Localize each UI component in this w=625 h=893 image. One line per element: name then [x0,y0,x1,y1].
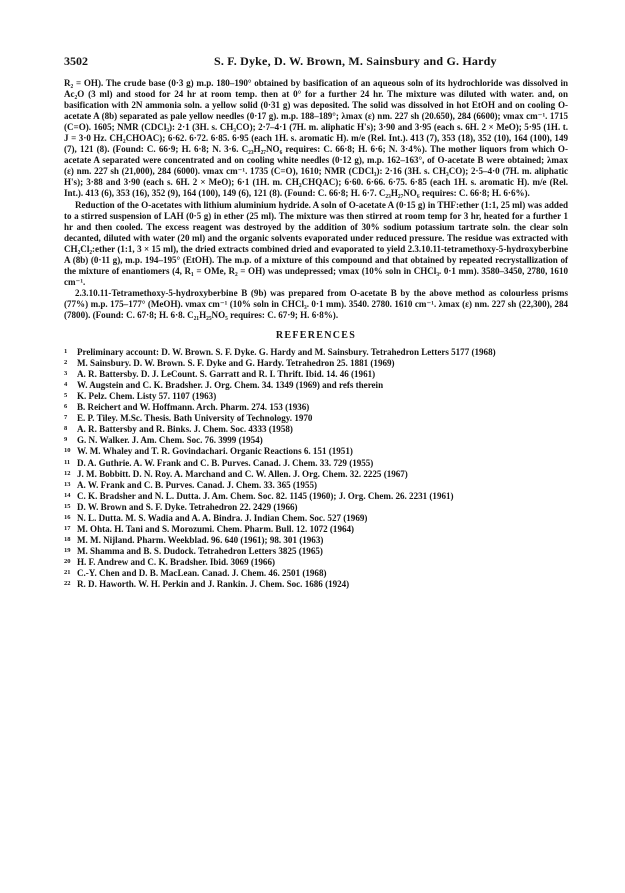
reference-item [64,513,568,524]
reference-item [64,568,568,579]
reference-number: 12 [64,469,71,477]
reference-item [64,369,568,380]
reference-number: 16 [64,513,71,521]
reference-item [64,446,568,457]
reference-item [64,535,568,546]
reference-text: A. W. Frank and C. B. Purves. Canad. J. Chem. 33. 365 (1955) [77,479,318,490]
reference-item [64,480,568,491]
running-authors: S. F. Dyke, D. W. Brown, M. Sainsbury and G. Hardy [214,54,497,68]
references-heading: REFERENCES [275,330,357,342]
reference-text: K. Pelz. Chem. Listy 57. 1107 (1963) [77,391,217,402]
experimental-text [64,78,568,321]
reference-number: 6 [64,403,68,411]
reference-item [64,579,568,590]
reference-text: G. N. Walker. J. Am. Chem. Soc. 76. 3999 (1954) [77,435,263,446]
paragraph-berbine-b: 2.3.10.11-Tetramethoxy-5-hydroxyberbine B (9b) was prepared from O-acetate B by the above method as colourless prisms (77%) m.p. 175–177° (MeOH). νmax cm⁻¹ (10% soln in CHCl₃. 0·1 mm). 3540. 2780. 1610 cm⁻¹. λmax (ε) nm. 227 sh (22,300), 284 (7800). (Found: C. 67·8; H. 6·8. C₂₁H₂₅NO₅ requires: C. 67·9; H. 6·8%). [64,287,568,320]
reference-text: W. Augstein and C. K. Bradsher. J. Org. Chem. 34. 1349 (1969) and refs therein [77,380,384,391]
reference-number: 7 [64,414,68,422]
reference-text: Preliminary account: D. W. Brown. S. F. Dyke. G. Hardy and M. Sainsbury. Tetrahedron Letters 5177 (1968) [77,347,496,358]
references-list [64,347,568,590]
reference-text: N. L. Dutta. M. S. Wadia and A. A. Bindra. J. Indian Chem. Soc. 527 (1969) [77,512,368,523]
reference-text: H. F. Andrew and C. K. Bradsher. Ibid. 3069 (1966) [77,556,275,567]
reference-item [64,424,568,435]
reference-text: M. Sainsbury. D. W. Brown. S. F. Dyke and G. Hardy. Tetrahedron 25. 1881 (1969) [77,358,395,369]
reference-item [64,469,568,480]
reference-item [64,391,568,402]
reference-item [64,358,568,369]
reference-text: R. D. Haworth. W. H. Perkin and J. Rankin. J. Chem. Soc. 1686 (1924) [77,579,350,590]
reference-number: 17 [64,524,71,532]
paragraph-acetates: R₂ = OH). The crude base (0·3 g) m.p. 180–190° obtained by basification of an aqueous soln of its hydrochloride was dissolved in Ac₂O (3 ml) and stood for 24 hr at room temp. then at 0° for a further 24 hr. The mixture was diluted with water. and, on basification with 2N ammonia soln. a yellow solid (0·31 g) was deposited. The solid was dissolved in hot EtOH and on cooling O-acetate A (8b) separated as pale yellow needles (0·17 g). m.p. 188–189°; λmax (ε) nm. 227 sh (20.650), 284 (6600); νmax cm⁻¹. 1715 (C=O). 1605; NMR (CDCl₃): 2·1 (3H. s. CH₃CO); 2·7–4·1 (7H. m. aliphatic H's); 3·90 and 3·95 (each s. 6H. 2 × MeO); 5·95 (1H. t. J = 3·0 Hz. CH₂CHOAC); 6·62. 6·72. 6·85. 6·95 (each 1H. s. aromatic H). m/e (Rel. Int.). 413 (7), 353 (18), 352 (10), 164 (100), 149 (7), 121 (8). (Found: C. 66·9; H. 6·8; N. 3·6. C₂₃H₂₇NO₆ requires: C. 66·8; H. 6·6; N. 3·4%). The mother liquors from which O-acetate A separated were concentrated and on cooling white needles (0·12 g), m.p. 162–163°, of O-acetate B were obtained; λmax (ε) nm. 227 sh (21,000), 284 (6000). νmax cm⁻¹. 1735 (C=O), 1610; NMR (CDCl₃): 2·16 (3H. s. CH₃CO); 2·5–4·0 (7H. m. aliphatic H's); 3·88 and 3·90 (each s. 6H. 2 × MeO); 6·1 (1H. m. CH₂CHQAC); 6·60. 6·66. 6·75. 6·85 (each 1H. s. aromatic H). m/e (Rel. Int.). 413 (6), 353 (16), 352 (9), 164 (100), 149 (6), 121 (8). (Found: C. 66·8; H. 6·7. C₂₃H₂₇NO₆ requires: C. 66·8; H. 6·6%). [64,78,568,199]
paragraph-reduction: Reduction of the O-acetates with lithium aluminium hydride. A soln of O-acetate A (0·15 g) in THF:ether (1:1, 25 ml) was added to a stirred suspension of LAH (0·5 g) in ether (25 ml). The mixture was then stirred at room temp for 3 hr, heated for a further 1 hr and then cooled. The excess reagent was destroyed by the addition of 30% sodium potassium tartrate soln. the clear soln decanted, diluted with water (20 ml) and the organic solvents evaporated under reduced pressure. The residue was extracted with CH₂Cl₂:ether (1:1, 3 × 15 ml), the dried extracts combined dried and evaporated to yield 2.3.10.11-tetramethoxy-5-hydroxyberbine A (8b) (0·11 g), m.p. 194–195° (EtOH). The m.p. of a mixture of this compound and that obtained by repeated recrystallization of the mixture of enantiomers (4, R₁ = OMe, R₂ = OH) was undepressed; νmax (10% soln in CHCl₃. 0·1 mm). 3580–3450, 2780, 1610 cm⁻¹. [64,199,568,287]
reference-item [64,546,568,557]
reference-item [64,380,568,391]
reference-number: 18 [64,535,71,543]
reference-number: 22 [64,580,71,588]
reference-number: 19 [64,546,71,554]
reference-text: A. R. Battersby and R. Binks. J. Chem. Soc. 4333 (1958) [77,424,293,435]
reference-item [64,502,568,513]
reference-text: J. M. Bobbitt. D. N. Roy. A. Marchand and C. W. Allen. J. Org. Chem. 32. 2225 (1967) [77,468,408,479]
reference-number: 15 [64,502,71,510]
reference-number: 5 [64,392,68,400]
reference-item [64,413,568,424]
reference-text: A. R. Battersby. D. J. LeCount. S. Garratt and R. I. Thrift. Ibid. 14. 46 (1961) [77,369,376,380]
reference-text: M. Shamma and B. S. Dudock. Tetrahedron Letters 3825 (1965) [77,545,323,556]
reference-item [64,402,568,413]
reference-number: 20 [64,557,71,565]
reference-text: D. A. Guthrie. A. W. Frank and C. B. Purves. Canad. J. Chem. 33. 729 (1955) [77,457,374,468]
reference-item [64,458,568,469]
reference-number: 9 [64,436,68,444]
reference-text: D. W. Brown and S. F. Dyke. Tetrahedron 22. 2429 (1966) [77,501,298,512]
reference-number: 8 [64,425,68,433]
reference-number: 21 [64,568,71,576]
reference-text: C.-Y. Chen and D. B. MacLean. Canad. J. Chem. 46. 2501 (1968) [77,567,327,578]
reference-text: C. K. Bradsher and N. L. Dutta. J. Am. Chem. Soc. 82. 1145 (1960); J. Org. Chem. 26. 2231 (1961) [77,490,454,501]
reference-number: 3 [64,370,68,378]
reference-item [64,347,568,358]
reference-item [64,524,568,535]
reference-number: 4 [64,381,68,389]
reference-text: B. Reichert and W. Hoffmann. Arch. Pharm. 274. 153 (1936) [77,402,310,413]
reference-number: 10 [64,447,71,455]
reference-text: M. M. Nijland. Pharm. Weekblad. 96. 640 (1961); 98. 301 (1963) [77,534,324,545]
reference-number: 1 [64,348,68,356]
reference-number: 2 [64,359,68,367]
paper-page [64,54,568,590]
reference-number: 13 [64,480,71,488]
reference-text: W. M. Whaley and T. R. Govindachari. Organic Reactions 6. 151 (1951) [77,446,353,457]
reference-text: E. P. Tiley. M.Sc. Thesis. Bath University of Technology. 1970 [77,413,313,424]
reference-item [64,557,568,568]
reference-number: 14 [64,491,71,499]
reference-item [64,491,568,502]
reference-text: M. Ohta. H. Tani and S. Morozumi. Chem. Pharm. Bull. 12. 1072 (1964) [77,523,355,534]
page-number: 3502 [64,54,88,68]
running-header [64,54,568,72]
reference-number: 11 [64,458,71,466]
reference-item [64,435,568,446]
